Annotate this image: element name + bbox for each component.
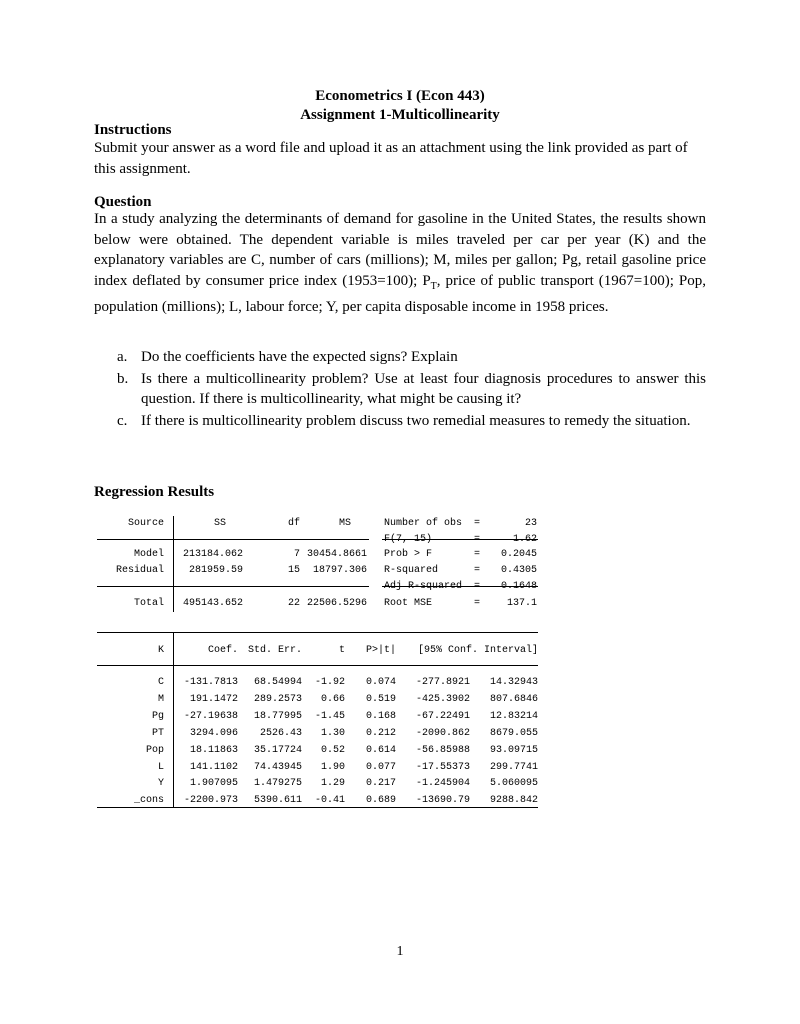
stat-value: 0.1648 xyxy=(500,581,537,592)
assignment-title: Assignment 1-Multicollinearity xyxy=(300,107,500,123)
anova-residual-df: 15 xyxy=(287,565,300,576)
coef-cell-hi: 9288.842 xyxy=(489,795,538,807)
coef-cell-se: 18.77995 xyxy=(253,710,302,722)
coef-header-coef: Coef. xyxy=(207,645,238,656)
anova-residual-label: Residual xyxy=(115,565,164,576)
coef-cell-coef: -2200.973 xyxy=(183,795,238,807)
stat-equals: = xyxy=(474,549,481,560)
stat-equals: = xyxy=(474,534,481,545)
stat-value: 137.1 xyxy=(506,598,537,609)
coef-cell-hi: 299.7741 xyxy=(489,761,538,773)
coef-cell-hi: 93.09715 xyxy=(489,744,538,756)
stat-label: Number of obs xyxy=(384,518,463,529)
coef-header-t: t xyxy=(338,645,345,656)
question-text: In a study analyzing the determinants of demand for gasoline in the United States, the results shown below were obtained. The dependent variable is miles traveled per car per year (K) and the explanatory variables are C, number of cars (millions); M, miles per gallon; Pg, retail gasoline price index deflated by consumer price index (1953=100); $P_T$, price of public transport (1967=100); Pop, population (millions); L, labour force; Y, per capita disposable income in 1958 prices. xyxy=(94,211,706,316)
question-item xyxy=(117,369,706,410)
coef-cell-lo: -277.8921 xyxy=(415,677,470,688)
title-block xyxy=(94,87,706,125)
anova-total-ss: 495143.652 xyxy=(182,598,243,609)
question-item-text: Is there a multicollinearity problem? Use at least four diagnosis procedures to answer this question. If there is multicollinearity, what might be causing it? xyxy=(141,370,706,408)
coef-cell-lo: -1.245904 xyxy=(415,778,470,790)
stat-equals: = xyxy=(474,565,481,576)
coef-cell-p: 0.212 xyxy=(365,727,396,739)
coef-cell-hi: 5.060095 xyxy=(489,778,538,790)
question-item xyxy=(117,411,706,432)
coef-cell-lo: -2090.862 xyxy=(415,727,470,739)
coef-header-p: P>|t| xyxy=(365,645,396,656)
coef-cell-se: 74.43945 xyxy=(253,761,302,773)
coef-cell-coef: 1.907095 xyxy=(189,778,238,790)
anova-header-source: Source xyxy=(127,518,164,529)
stat-label: R-squared xyxy=(384,565,439,576)
coef-cell-t: 0.52 xyxy=(320,744,345,756)
stat-equals: = xyxy=(474,518,481,529)
instructions-heading: Instructions xyxy=(94,122,172,138)
coef-cell-se: 5390.611 xyxy=(253,795,302,807)
coef-cell-hi: 807.6846 xyxy=(489,693,538,705)
coef-cell-se: 2526.43 xyxy=(259,727,302,739)
coef-cell-var: L xyxy=(157,761,164,773)
coef-cell-var: Pop xyxy=(145,744,164,756)
coefficient-table xyxy=(94,632,554,812)
question-heading: Question xyxy=(94,194,152,210)
coef-cell-p: 0.689 xyxy=(365,795,396,807)
coef-header-dep: K xyxy=(157,645,164,656)
coef-cell-var: C xyxy=(157,677,164,688)
coef-cell-t: 1.90 xyxy=(320,761,345,773)
stat-label: F(7, 15) xyxy=(384,534,433,545)
anova-total-df: 22 xyxy=(287,598,300,609)
question-item-marker: a. xyxy=(117,349,128,365)
anova-residual-ss: 281959.59 xyxy=(188,565,243,576)
coef-cell-coef: 3294.096 xyxy=(189,727,238,739)
coef-cell-coef: 191.1472 xyxy=(189,693,238,705)
regression-heading: Regression Results xyxy=(94,484,215,500)
anova-total-label: Total xyxy=(133,598,164,609)
coef-cell-p: 0.217 xyxy=(365,778,396,790)
question-items xyxy=(117,347,706,432)
coef-cell-lo: -17.55373 xyxy=(415,761,470,773)
page-number: 1 xyxy=(396,944,404,959)
stat-value: 0.4305 xyxy=(500,565,537,576)
anova-model-df: 7 xyxy=(293,549,300,560)
stat-equals: = xyxy=(474,598,481,609)
coef-cell-lo: -13690.79 xyxy=(415,795,470,807)
instructions-text: Submit your answer as a word file and upload it as an attachment using the link provided as part of this assignment. xyxy=(94,140,688,177)
coef-cell-hi: 14.32943 xyxy=(489,677,538,688)
coef-cell-hi: 12.83214 xyxy=(489,710,538,722)
coef-cell-coef: -27.19638 xyxy=(183,710,238,722)
anova-header-ms: MS xyxy=(338,518,351,529)
anova-model-label: Model xyxy=(133,549,164,560)
coef-cell-p: 0.614 xyxy=(365,744,396,756)
coef-cell-var: Y xyxy=(157,778,164,790)
coef-cell-t: -1.45 xyxy=(314,710,345,722)
coef-cell-t: 1.29 xyxy=(320,778,345,790)
coef-cell-t: 0.66 xyxy=(320,693,345,705)
coef-cell-var: M xyxy=(157,693,164,705)
stat-value: 23 xyxy=(524,518,537,529)
question-item-marker: c. xyxy=(117,412,128,429)
coef-cell-lo: -67.22491 xyxy=(415,710,470,722)
anova-total-ms: 22506.5296 xyxy=(306,598,367,609)
coef-cell-hi: 8679.055 xyxy=(489,727,538,739)
question-item-text: If there is multicollinearity problem discuss two remedial measures to remedy the situation. xyxy=(141,412,691,429)
coef-cell-lo: -425.3902 xyxy=(415,693,470,705)
coef-cell-coef: -131.7813 xyxy=(183,677,238,688)
coef-cell-p: 0.168 xyxy=(365,710,396,722)
stat-value: 1.62 xyxy=(512,534,537,545)
stat-equals: = xyxy=(474,581,481,592)
stat-value: 0.2045 xyxy=(500,549,537,560)
stat-label: Root MSE xyxy=(384,598,433,609)
coef-cell-var: _cons xyxy=(133,795,164,807)
coef-cell-var: Pg xyxy=(151,710,164,722)
coef-cell-se: 1.479275 xyxy=(253,778,302,790)
coef-header-se: Std. Err. xyxy=(247,645,302,656)
stat-label: Prob > F xyxy=(384,549,433,560)
coef-cell-var: PT xyxy=(151,727,164,739)
coef-cell-se: 35.17724 xyxy=(253,744,302,756)
coef-cell-coef: 141.1102 xyxy=(189,761,238,773)
question-item xyxy=(117,347,706,368)
course-title: Econometrics I (Econ 443) xyxy=(315,88,485,104)
coef-header-ci: [95% Conf. Interval] xyxy=(417,645,538,656)
coef-cell-p: 0.077 xyxy=(365,761,396,773)
coef-cell-t: -0.41 xyxy=(314,795,345,807)
coef-cell-se: 289.2573 xyxy=(253,693,302,705)
anova-model-ss: 213184.062 xyxy=(182,549,243,560)
coef-cell-se: 68.54994 xyxy=(253,677,302,688)
stat-label: Adj R-squared xyxy=(384,581,463,592)
coef-cell-t: 1.30 xyxy=(320,727,345,739)
anova-residual-ms: 18797.306 xyxy=(312,565,367,576)
coef-cell-p: 0.074 xyxy=(365,677,396,688)
coef-cell-t: -1.92 xyxy=(314,677,345,688)
anova-header-ss: SS xyxy=(213,518,226,529)
coef-cell-lo: -56.85988 xyxy=(415,744,470,756)
anova-model-ms: 30454.8661 xyxy=(306,549,367,560)
question-item-marker: b. xyxy=(117,370,129,387)
coef-cell-p: 0.519 xyxy=(365,693,396,705)
anova-header-df: df xyxy=(287,518,300,529)
question-item-text: Do the coefficients have the expected signs? Explain xyxy=(141,349,458,365)
anova-table xyxy=(94,516,554,616)
coef-cell-coef: 18.11863 xyxy=(189,744,238,756)
